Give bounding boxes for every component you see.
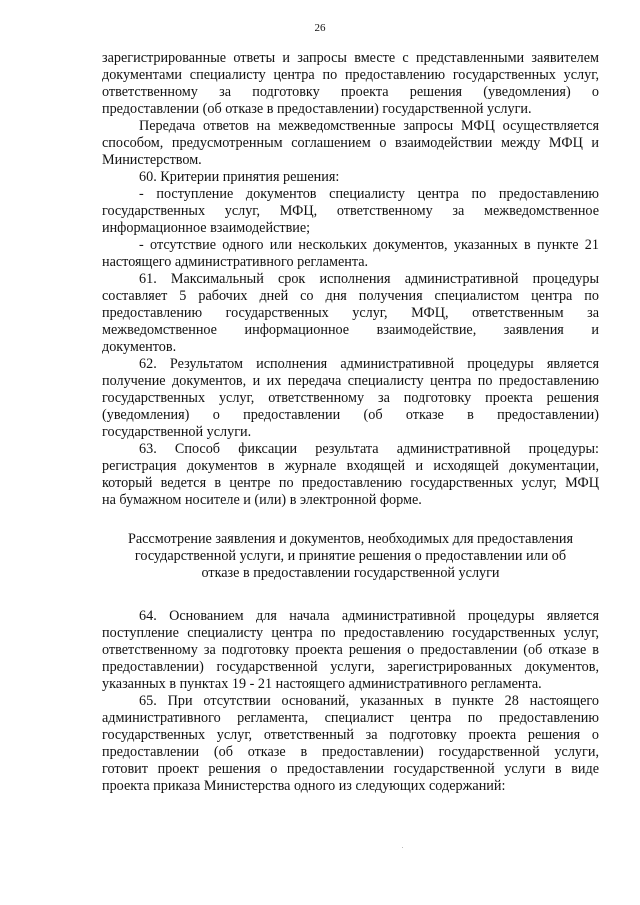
paragraph-p3 — [102, 169, 599, 186]
paragraph-p4 — [102, 186, 599, 237]
text-line: (уведомления) о предоставлении (об отказе в предоставлении) — [102, 407, 599, 423]
text-line: 61. Максимальный срок исполнения административной процедуры — [139, 271, 599, 287]
text-line: предоставлении) государственной услуги, зарегистрированных документов, — [102, 659, 599, 675]
text-line: 64. Основанием для начала административной процедуры является — [139, 608, 599, 624]
text-line: настоящего административного регламента. — [102, 254, 369, 270]
text-line: способом, предусмотренным соглашением о взаимодействии между МФЦ и — [102, 135, 599, 151]
text-line: предоставлении (об отказе в предоставлении) государственной услуги. — [102, 101, 532, 117]
text-line: зарегистрированные ответы и запросы вместе с представленными заявителем — [102, 50, 599, 66]
paragraph-p9 — [102, 608, 599, 693]
text-line: 62. Результатом исполнения административной процедуры является — [139, 356, 599, 372]
paragraph-p8 — [102, 441, 599, 509]
text-line: который ведется в центре по предоставлению государственных услуг, МФЦ — [102, 475, 599, 491]
text-line: ответственному за подготовку проекта решения (уведомления) о — [102, 84, 599, 100]
text-line: государственных услуг, МФЦ, ответственному за межведомственное — [102, 203, 599, 219]
paragraph-group-after-heading — [102, 608, 599, 795]
paragraph-p10 — [102, 693, 599, 795]
text-line: предоставлению государственных услуг, МФЦ, ответственным за — [102, 305, 599, 321]
text-line: составляет 5 рабочих дней со дня получения специалистом центра по — [102, 288, 599, 304]
text-line: 60. Критерии принятия решения: — [139, 169, 340, 185]
heading-line: государственной услуги, и принятие решения о предоставлении или об — [134, 548, 567, 564]
paragraph-p1 — [102, 50, 599, 118]
text-line: административного регламента, специалист центра по предоставлению — [102, 710, 599, 726]
text-line: государственных услуг, ответственному за подготовку проекта решения — [102, 390, 599, 406]
text-line: - отсутствие одного или нескольких документов, указанных в пункте 21 — [139, 237, 599, 253]
paragraph-p7 — [102, 356, 599, 441]
text-line: регистрация документов в журнале входящей и исходящей документации, — [102, 458, 599, 474]
text-line: Министерством. — [102, 152, 202, 168]
paragraph-group-before-heading — [102, 50, 599, 509]
text-line: государственных услуг, ответственный за подготовку проекта решения о — [102, 727, 599, 743]
scan-speck — [402, 847, 403, 848]
text-line: проекта приказа Министерства одного из следующих содержаний: — [102, 778, 506, 794]
text-line: получение документов, и их передача специалисту центра по предоставлению — [102, 373, 599, 389]
text-line: готовит проект решения о предоставлении государственной услуги в виде — [102, 761, 599, 777]
heading-line: Рассмотрение заявления и документов, необходимых для предоставления — [127, 531, 574, 547]
paragraph-p2 — [102, 118, 599, 169]
text-line: Передача ответов на межведомственные запросы МФЦ осуществляется — [139, 118, 599, 134]
paragraph-p5 — [102, 237, 599, 271]
text-line: предоставлении (об отказе в предоставлении) государственной услуги, — [102, 744, 599, 760]
text-line: - поступление документов специалисту центра по предоставлению — [139, 186, 599, 202]
text-line: государственной услуги. — [102, 424, 252, 440]
text-line: межведомственное информационное взаимодействие, заявления и — [102, 322, 599, 338]
text-line: 65. При отсутствии оснований, указанных в пункте 28 настоящего — [139, 693, 599, 709]
text-line: информационное взаимодействие; — [102, 220, 311, 236]
paragraph-p6 — [102, 271, 599, 356]
text-line: документами специалисту центра по предоставлению государственных услуг, — [102, 67, 599, 83]
text-line: документов. — [102, 339, 177, 355]
text-line: указанных в пунктах 19 - 21 настоящего административного регламента. — [102, 676, 542, 692]
document-body — [102, 50, 599, 795]
text-line: ответственному за подготовку проекта решения о предоставлении (об отказе в — [102, 642, 599, 658]
text-line: поступление специалисту центра по предоставлению государственных услуг, — [102, 625, 599, 641]
text-line: 63. Способ фиксации результата административной процедуры: — [139, 441, 599, 457]
text-line: на бумажном носителе и (или) в электронной форме. — [102, 492, 422, 508]
heading-line: отказе в предоставлении государственной услуги — [201, 565, 500, 581]
section-heading — [102, 531, 599, 582]
page-number: 26 — [314, 22, 326, 34]
